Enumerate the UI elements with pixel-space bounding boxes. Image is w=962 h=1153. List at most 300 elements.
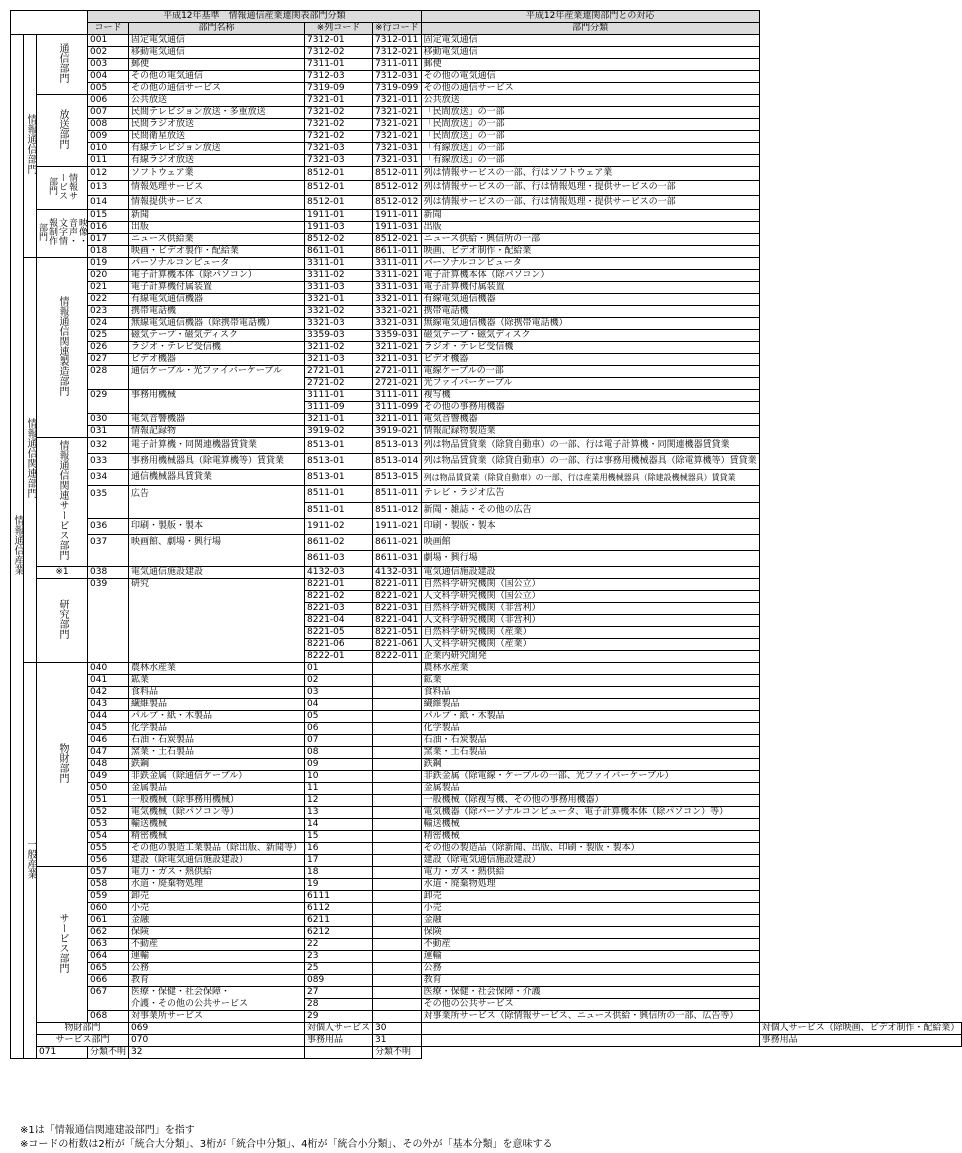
column-code-cell: 8221-02 [305, 591, 373, 603]
class-cell: 列は情報サービスの一部、行はソフトウェア業 [421, 167, 759, 181]
row-code-cell: 3321-031 [373, 318, 422, 330]
name-cell: 対事業所サービス [129, 1011, 305, 1023]
column-code-cell: 8511-01 [305, 486, 373, 502]
group-goods2: 物財部門 [37, 1023, 129, 1035]
table-row [11, 903, 962, 915]
code-cell: 044 [88, 711, 129, 723]
column-code-cell: 18 [305, 867, 373, 879]
row-code-cell: 8221-061 [373, 639, 422, 651]
column-code-cell: 7321-03 [305, 143, 373, 155]
name-cell: 教育 [129, 975, 305, 987]
table-row [11, 675, 962, 687]
row-code-cell [373, 1011, 422, 1023]
row-code-cell: 7321-021 [373, 131, 422, 143]
code-cell: 046 [88, 735, 129, 747]
row-code-cell [373, 663, 422, 675]
table-row [11, 867, 962, 879]
row-code-cell [373, 771, 422, 783]
group-hoso [37, 95, 88, 167]
code-cell [88, 550, 129, 566]
group-related-div [24, 258, 37, 663]
code-cell: 038 [88, 567, 129, 579]
column-code-cell: 7321-02 [305, 131, 373, 143]
code-cell: 040 [88, 663, 129, 675]
row-code-cell: 8611-011 [373, 246, 422, 258]
column-code-cell: 8611-03 [305, 550, 373, 566]
class-cell: 建設（除電気通信施設建設） [421, 855, 759, 867]
group-label: 通信部門 [57, 42, 68, 83]
table-row [11, 987, 962, 999]
column-code-cell: 7311-01 [305, 59, 373, 71]
class-cell: 列は情報サービスの一部、行は情報処理・提供サービスの一部 [421, 181, 759, 195]
name-cell: 電子計算機本体（除パソコン） [129, 270, 305, 282]
column-code-cell: 17 [305, 855, 373, 867]
code-cell [88, 627, 129, 639]
table-row [11, 879, 962, 891]
table-row [11, 723, 962, 735]
column-code-cell: 08 [305, 747, 373, 759]
row-code-cell: 8512-011 [373, 167, 422, 181]
code-cell: 011 [88, 155, 129, 167]
class-cell: 窯業・土石製品 [421, 747, 759, 759]
table-row [11, 502, 962, 518]
name-cell: 対個人サービス [305, 1023, 373, 1035]
name-cell [129, 651, 305, 663]
code-cell: 029 [88, 390, 129, 402]
group-service2: サービス部門 [37, 1035, 129, 1047]
row-code-cell [373, 867, 422, 879]
column-code-cell: 6211 [305, 915, 373, 927]
row-code-cell: 3321-021 [373, 306, 422, 318]
row-code-cell: 1911-031 [373, 222, 422, 234]
row-code-cell [373, 735, 422, 747]
group-note1: ※1 [37, 567, 88, 579]
column-code-cell: 7312-01 [305, 35, 373, 47]
code-cell: 048 [88, 759, 129, 771]
code-cell: 056 [88, 855, 129, 867]
table-row [11, 354, 962, 366]
class-cell: 電気通信施設建設 [421, 567, 759, 579]
name-cell: 水道・廃棄物処理 [129, 879, 305, 891]
class-cell: 金属製品 [421, 783, 759, 795]
code-cell: 060 [88, 903, 129, 915]
row-code-cell: 8611-021 [373, 534, 422, 550]
table-row [11, 330, 962, 342]
row-code-cell: 8513-013 [373, 438, 422, 454]
table-row [11, 1035, 962, 1047]
class-cell: 公務 [421, 963, 759, 975]
group-label: 情報通信関連サービス部門 [57, 440, 68, 560]
group-label: 研究部門 [57, 598, 68, 639]
column-code-cell: 29 [305, 1011, 373, 1023]
name-cell: 映画館、劇場・興行場 [129, 534, 305, 550]
class-cell: 郵便 [421, 59, 759, 71]
column-code-cell: 8512-01 [305, 181, 373, 195]
name-cell: 金属製品 [129, 783, 305, 795]
class-cell: 分類不明 [373, 1047, 422, 1059]
table-row [11, 550, 962, 566]
row-code-cell: 8512-012 [373, 195, 422, 209]
class-cell: 電子計算機本体（除パソコン） [421, 270, 759, 282]
table-row [11, 486, 962, 502]
column-code-cell: 1911-02 [305, 518, 373, 534]
table-row [11, 783, 962, 795]
table-row [11, 366, 962, 378]
class-cell: 保険 [421, 927, 759, 939]
code-cell [88, 591, 129, 603]
class-cell: ラジオ・テレビ受信機 [421, 342, 759, 354]
group-manufacturing [37, 258, 88, 438]
row-code-cell [373, 963, 422, 975]
name-cell: 新聞 [129, 210, 305, 222]
code-cell: 028 [88, 366, 129, 378]
code-cell: 030 [88, 414, 129, 426]
table-row [11, 591, 962, 603]
column-code-cell: 8221-03 [305, 603, 373, 615]
table-row [11, 195, 962, 209]
name-cell: ソフトウェア業 [129, 167, 305, 181]
row-code-cell: 1911-011 [373, 210, 422, 222]
code-cell: 027 [88, 354, 129, 366]
table-row [11, 1011, 962, 1023]
code-cell: 037 [88, 534, 129, 550]
header-blank [11, 11, 88, 35]
row-code-cell: 2721-011 [373, 366, 422, 378]
name-cell: 有線ラジオ放送 [129, 155, 305, 167]
name-cell: 郵便 [129, 59, 305, 71]
column-code-cell: 8221-01 [305, 579, 373, 591]
class-cell: 鉄鋼 [421, 759, 759, 771]
code-cell: 066 [88, 975, 129, 987]
code-cell [88, 502, 129, 518]
column-code-cell: 25 [305, 963, 373, 975]
class-cell: 企業内研究開発 [421, 651, 759, 663]
class-cell: 卸売 [421, 891, 759, 903]
class-cell: 自然科学研究機関（産業） [421, 627, 759, 639]
class-cell: その他の製造品（除新聞、出版、印刷・製版・製本） [421, 843, 759, 855]
name-cell: 民間衛星放送 [129, 131, 305, 143]
row-code-cell: 2721-021 [373, 378, 422, 390]
class-cell: 新聞・雑誌・その他の広告 [421, 502, 759, 518]
name-cell: 有線電気通信機器 [129, 294, 305, 306]
row-code-cell: 8222-011 [373, 651, 422, 663]
name-cell: 映画・ビデオ製作・配給業 [129, 246, 305, 258]
table-row [11, 759, 962, 771]
row-code-cell: 7311-011 [373, 59, 422, 71]
name-cell: ビデオ機器 [129, 354, 305, 366]
group-service [37, 867, 88, 1023]
class-cell: 人文科学研究機関（非営利） [421, 615, 759, 627]
code-cell [88, 402, 129, 414]
table-row [11, 735, 962, 747]
class-cell: 農林水産業 [421, 663, 759, 675]
column-code-cell: 3211-03 [305, 354, 373, 366]
class-cell: 医療・保健・社会保障・介護 [421, 987, 759, 999]
class-cell: 食料品 [421, 687, 759, 699]
table-row [11, 534, 962, 550]
group-label: 情報通信関連製造部門 [57, 295, 68, 396]
table-row [11, 615, 962, 627]
group-label: 情報通信産業 [12, 514, 23, 575]
column-code-cell: 4132-03 [305, 567, 373, 579]
class-cell: 無線電気通信機器（除携帯電話機） [421, 318, 759, 330]
column-code-cell: 16 [305, 843, 373, 855]
header-left-group: 平成12年基準 情報通信産業連関表部門分類 [88, 11, 422, 23]
table-row [11, 915, 962, 927]
code-cell: 036 [88, 518, 129, 534]
table-row [11, 939, 962, 951]
table-row [11, 831, 962, 843]
table-row [11, 71, 962, 83]
code-cell: 064 [88, 951, 129, 963]
name-cell [129, 603, 305, 615]
class-cell: 小売 [421, 903, 759, 915]
code-cell: 047 [88, 747, 129, 759]
column-code-cell: 3321-01 [305, 294, 373, 306]
row-code-cell [373, 843, 422, 855]
group-info-div [24, 35, 37, 258]
table-row [11, 747, 962, 759]
class-cell: 電力・ガス・熱供給 [421, 867, 759, 879]
code-cell: 019 [88, 258, 129, 270]
name-cell: 磁気テープ・磁気ディスク [129, 330, 305, 342]
column-code-cell: 3211-01 [305, 414, 373, 426]
name-cell: 電気機械（除パソコン等） [129, 807, 305, 819]
header-row-2 [11, 23, 962, 35]
column-code-cell: 12 [305, 795, 373, 807]
class-cell: 事務用品 [759, 1035, 962, 1047]
code-cell [88, 615, 129, 627]
row-code-cell [373, 975, 422, 987]
column-code-cell: 6112 [305, 903, 373, 915]
note-2: ※コードの桁数は2桁が「統合大分類」、3桁が「統合中分類」、4桁が「統合小分類」、その外が「基本分類」を意味する [20, 1139, 553, 1150]
column-code-cell: 089 [305, 975, 373, 987]
name-cell: 輸送機械 [129, 819, 305, 831]
table-row [11, 210, 962, 222]
name-cell: 食料品 [129, 687, 305, 699]
row-code-cell [373, 927, 422, 939]
table-row [11, 795, 962, 807]
group-label: サービス部門 [57, 912, 68, 973]
group-research [37, 579, 88, 663]
table-row [11, 282, 962, 294]
class-cell: 不動産 [421, 939, 759, 951]
row-code-cell [373, 831, 422, 843]
table-row [11, 167, 962, 181]
code-cell: 006 [88, 95, 129, 107]
classification-document [10, 10, 962, 1150]
name-cell: ニュース供給業 [129, 234, 305, 246]
column-code-cell: 02 [305, 675, 373, 687]
group-label: 物財部門 [57, 742, 68, 783]
column-code-cell: 8511-01 [305, 502, 373, 518]
table-row [11, 639, 962, 651]
name-cell: 情報処理サービス [129, 181, 305, 195]
column-code-cell: 8611-02 [305, 534, 373, 550]
code-cell: 005 [88, 83, 129, 95]
column-code-cell: 7321-03 [305, 155, 373, 167]
table-row [11, 119, 962, 131]
name-cell: 事務用機械 [129, 390, 305, 402]
class-cell: 人文科学研究機関（国公立） [421, 591, 759, 603]
row-code-cell: 8512-021 [373, 234, 422, 246]
table-row [11, 342, 962, 354]
table-row [11, 258, 962, 270]
name-cell: 公務 [129, 963, 305, 975]
class-cell: 化学製品 [421, 723, 759, 735]
group-label: 情報通信部門 [25, 114, 36, 174]
header-name: 部門名称 [129, 23, 305, 35]
name-cell: 分類不明 [88, 1047, 129, 1059]
name-cell: その他の電気通信 [129, 71, 305, 83]
table-row [11, 567, 962, 579]
row-code-cell [373, 879, 422, 891]
code-cell: 012 [88, 167, 129, 181]
row-code-cell [373, 783, 422, 795]
code-cell: 043 [88, 699, 129, 711]
table-row [11, 414, 962, 426]
table-row [11, 294, 962, 306]
column-code-cell: 6212 [305, 927, 373, 939]
row-code-cell [373, 807, 422, 819]
row-code-cell: 3311-031 [373, 282, 422, 294]
row-code-cell: 7321-021 [373, 119, 422, 131]
name-cell: 情報提供サービス [129, 195, 305, 209]
table-row [11, 843, 962, 855]
code-cell [88, 999, 129, 1011]
class-cell: 電気機器（除パーソナルコンピュータ、電子計算機本体（除パソコン）等） [421, 807, 759, 819]
column-code-cell: 19 [305, 879, 373, 891]
class-cell: 印刷・製版・製本 [421, 518, 759, 534]
classification-table [10, 10, 962, 1059]
row-code-cell [421, 1035, 759, 1047]
name-cell: 有線テレビジョン放送 [129, 143, 305, 155]
column-code-cell: 23 [305, 951, 373, 963]
row-code-cell [373, 711, 422, 723]
table-row [11, 687, 962, 699]
name-cell: 鉄鋼 [129, 759, 305, 771]
code-cell: 063 [88, 939, 129, 951]
name-cell: 小売 [129, 903, 305, 915]
name-cell: 繊維製品 [129, 699, 305, 711]
column-code-cell: 8512-02 [305, 234, 373, 246]
column-code-cell: 7319-09 [305, 83, 373, 95]
row-code-cell: 4132-031 [373, 567, 422, 579]
column-code-cell: 3311-02 [305, 270, 373, 282]
code-cell: 026 [88, 342, 129, 354]
row-code-cell [373, 903, 422, 915]
table-row [11, 95, 962, 107]
table-row [11, 951, 962, 963]
name-cell: 化学製品 [129, 723, 305, 735]
header-code: コード [88, 23, 129, 35]
name-cell: 出版 [129, 222, 305, 234]
class-cell: 鉱業 [421, 675, 759, 687]
row-code-cell: 7312-011 [373, 35, 422, 47]
row-code-cell [305, 1047, 373, 1059]
column-code-cell: 6111 [305, 891, 373, 903]
code-cell: 057 [88, 867, 129, 879]
name-cell: 電気通信施設建設 [129, 567, 305, 579]
code-cell: 008 [88, 119, 129, 131]
table-row [11, 143, 962, 155]
note-1: ※1は「情報通信関連建設部門」を指す [20, 1125, 195, 1136]
code-cell: 059 [88, 891, 129, 903]
table-row [11, 131, 962, 143]
class-cell: 移動電気通信 [421, 47, 759, 59]
group-label: 一般産業 [25, 838, 36, 879]
header-right-group: 平成12年産業連関部門との対応 [421, 11, 759, 23]
column-code-cell: 8221-06 [305, 639, 373, 651]
column-code-cell: 14 [305, 819, 373, 831]
row-code-cell: 7321-021 [373, 107, 422, 119]
column-code-cell: 8611-01 [305, 246, 373, 258]
table-row [11, 155, 962, 167]
table-row [11, 107, 962, 119]
class-cell: 出版 [421, 222, 759, 234]
row-code-cell: 3111-099 [373, 402, 422, 414]
name-cell: 通信ケーブル・光ファイバーケーブル [129, 366, 305, 378]
row-code-cell: 8611-031 [373, 550, 422, 566]
class-cell: 磁気テープ・磁気ディスク [421, 330, 759, 342]
class-cell: テレビ・ラジオ広告 [421, 486, 759, 502]
code-cell: 070 [129, 1035, 305, 1047]
class-cell: ビデオ機器 [421, 354, 759, 366]
row-code-cell [373, 699, 422, 711]
name-cell [129, 378, 305, 390]
name-cell: 民間ラジオ放送 [129, 119, 305, 131]
table-row [11, 83, 962, 95]
class-cell: 精密機械 [421, 831, 759, 843]
class-cell: パーソナルコンピュータ [421, 258, 759, 270]
table-row [11, 927, 962, 939]
code-cell: 068 [88, 1011, 129, 1023]
code-cell: 032 [88, 438, 129, 454]
column-code-cell: 3111-01 [305, 390, 373, 402]
name-cell: その他の通信サービス [129, 83, 305, 95]
code-cell: 050 [88, 783, 129, 795]
class-cell: パルプ・紙・木製品 [421, 711, 759, 723]
name-cell: 通信機械器具賃貸業 [129, 470, 305, 486]
row-code-cell: 7312-031 [373, 71, 422, 83]
column-code-cell: 8513-01 [305, 438, 373, 454]
table-row [11, 819, 962, 831]
column-code-cell: 3919-02 [305, 426, 373, 438]
name-cell [129, 402, 305, 414]
class-cell: 列は物品賃貸業（除貸自動車）の一部、行は電子計算機・同関連機器賃貸業 [421, 438, 759, 454]
code-cell: 054 [88, 831, 129, 843]
column-code-cell: 32 [129, 1047, 305, 1059]
column-code-cell: 03 [305, 687, 373, 699]
name-cell: 金融 [129, 915, 305, 927]
row-code-cell [373, 747, 422, 759]
table-row [11, 999, 962, 1011]
code-cell: 021 [88, 282, 129, 294]
class-cell: その他の事務用機器 [421, 402, 759, 414]
class-cell: 公共放送 [421, 95, 759, 107]
column-code-cell: 7312-02 [305, 47, 373, 59]
code-cell: 025 [88, 330, 129, 342]
name-cell: 事務用品 [305, 1035, 373, 1047]
class-cell: 固定電気通信 [421, 35, 759, 47]
column-code-cell: 15 [305, 831, 373, 843]
class-cell: 「有線放送」の一部 [421, 155, 759, 167]
code-cell: 009 [88, 131, 129, 143]
code-cell: 013 [88, 181, 129, 195]
class-cell: 電気音響機器 [421, 414, 759, 426]
class-cell: その他の公共サービス [421, 999, 759, 1011]
column-code-cell: 2721-01 [305, 366, 373, 378]
